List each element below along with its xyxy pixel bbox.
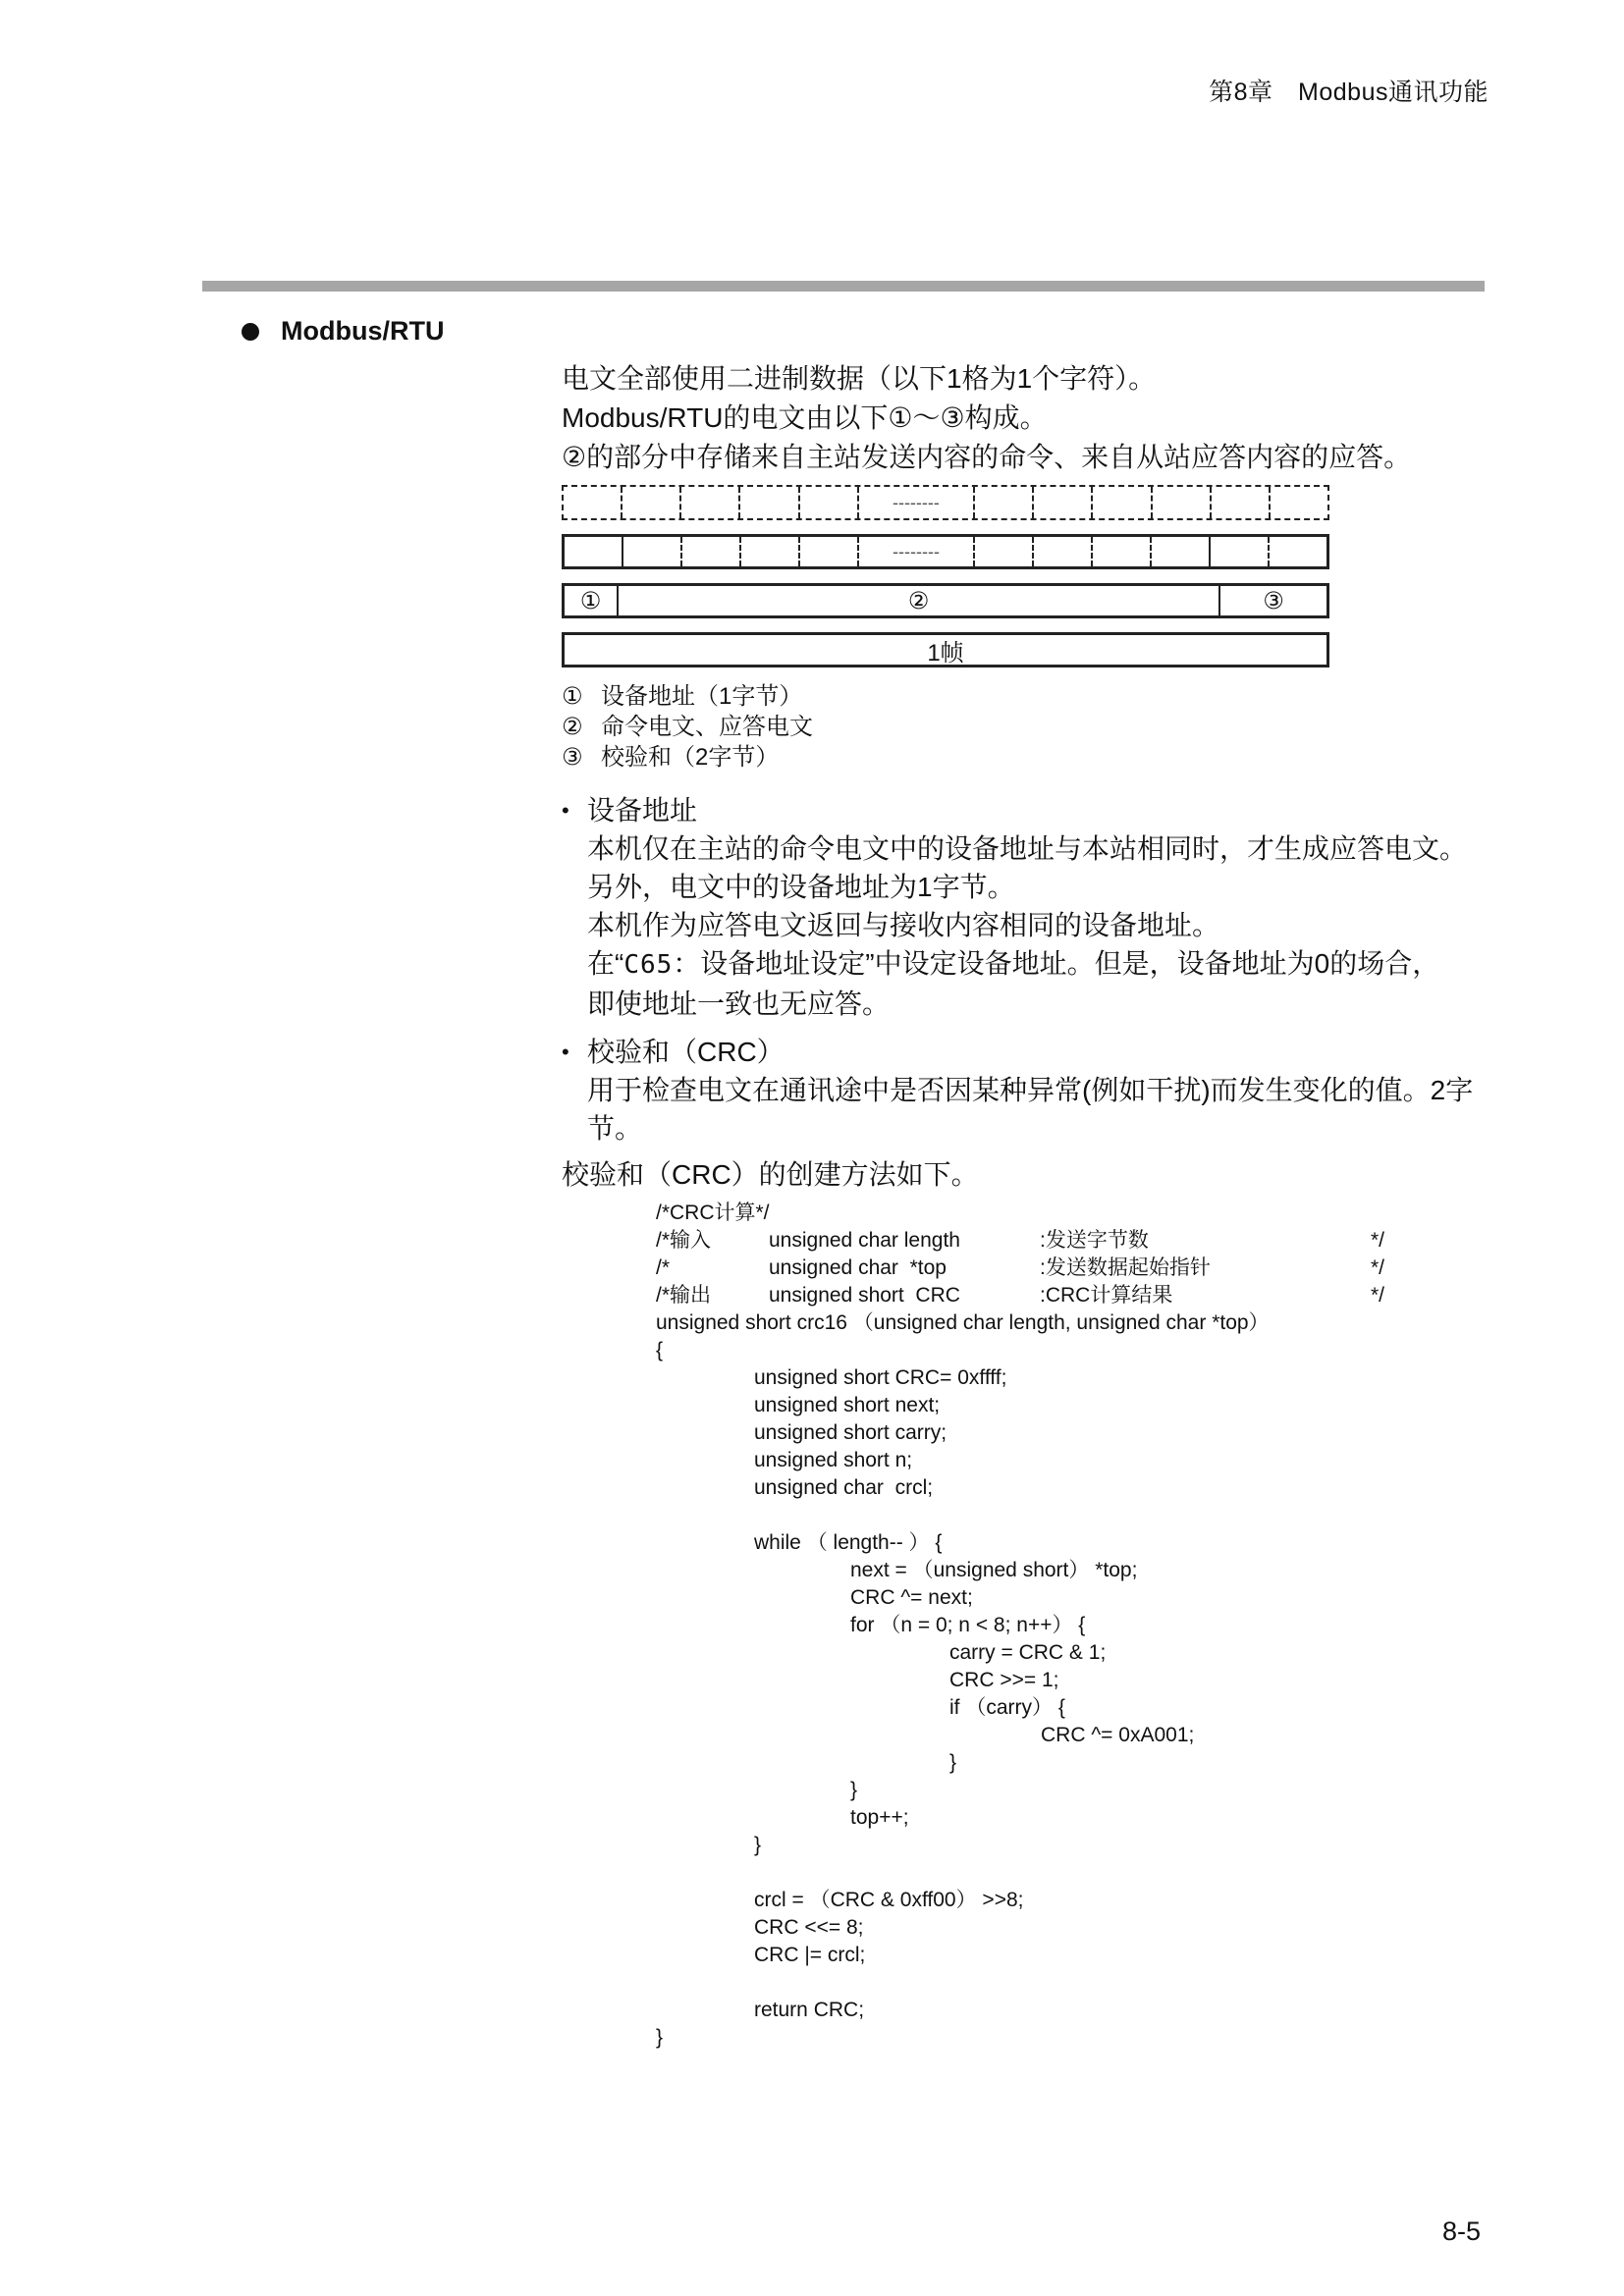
code-line: unsigned short next; xyxy=(754,1394,941,1416)
bullet-dot-icon xyxy=(242,323,259,341)
char-cell xyxy=(800,537,859,566)
char-cell xyxy=(623,487,681,518)
code-line: carry = CRC & 1; xyxy=(949,1641,1107,1664)
crc-code-listing xyxy=(656,1200,1384,2052)
char-cell xyxy=(1093,537,1152,566)
code-line: unsigned short carry; xyxy=(754,1421,947,1444)
char-cell xyxy=(740,487,799,518)
intro-text xyxy=(562,359,1411,477)
char-cell xyxy=(1211,537,1270,566)
char-cell xyxy=(1034,537,1093,566)
code-line: crcl = （CRC & 0xff00） >>8; xyxy=(754,1889,1024,1911)
char-cell xyxy=(565,537,623,566)
checksum-section xyxy=(562,1033,1500,1148)
code-line: /*输出 unsigned short CRC :CRC计算结果 */ xyxy=(656,1284,1385,1307)
char-cell xyxy=(975,537,1034,566)
char-cell xyxy=(1153,487,1212,518)
frame-diagram xyxy=(562,485,1329,681)
char-cell xyxy=(1271,487,1327,518)
code-blank xyxy=(656,1859,1384,1887)
code-line: next = （unsigned short） *top; xyxy=(850,1559,1138,1581)
char-cell xyxy=(1093,487,1152,518)
code-line: top++; xyxy=(850,1806,909,1829)
char-cell xyxy=(741,537,800,566)
intro-line: ②的部分中存储来自主站发送内容的命令、来自从站应答内容的应答。 xyxy=(562,442,1412,472)
char-cell xyxy=(1212,487,1271,518)
code-line: { xyxy=(656,1339,664,1362)
char-cell xyxy=(681,487,740,518)
code-line: } xyxy=(850,1779,858,1801)
code-line: unsigned char crcl; xyxy=(754,1476,934,1499)
part-3-label: ③ xyxy=(1263,587,1284,614)
header-rule xyxy=(202,281,1485,292)
parts-row xyxy=(562,583,1329,618)
code-line: CRC <<= 8; xyxy=(754,1916,864,1939)
code-line: CRC |= crcl; xyxy=(754,1944,866,1966)
intro-line: 电文全部使用二进制数据（以下1格为1个字符）。 xyxy=(562,363,1157,394)
char-cell xyxy=(800,487,859,518)
section-heading xyxy=(242,316,444,347)
bullet-icon: • xyxy=(562,1040,569,1064)
char-cell xyxy=(1152,537,1211,566)
code-line: for （n = 0; n < 8; n++） { xyxy=(850,1614,1086,1636)
code-line: CRC >>= 1; xyxy=(949,1669,1059,1691)
code-line: unsigned short crc16 （unsigned char length, unsigned char *top） xyxy=(656,1311,1270,1334)
paragraph-line: 节。 xyxy=(587,1113,643,1144)
code-line: } xyxy=(754,1834,762,1856)
char-row-dashed xyxy=(562,485,1329,520)
char-cell xyxy=(623,537,682,566)
intro-line: Modbus/RTU的电文由以下①～③构成。 xyxy=(562,402,1048,433)
code-line: while （ length-- ） { xyxy=(754,1531,943,1554)
char-row-solid xyxy=(562,534,1329,569)
paragraph-line: 另外，电文中的设备地址为1字节。 xyxy=(587,872,1015,902)
code-line: } xyxy=(949,1751,957,1774)
legend-item: ③ 校验和（2字节） xyxy=(562,744,780,771)
legend xyxy=(562,681,813,773)
bullet-icon: • xyxy=(562,798,569,823)
device-address-title: 设备地址 xyxy=(587,795,698,826)
ellipsis-cell: -------- xyxy=(859,537,975,566)
code-line: unsigned short n; xyxy=(754,1449,913,1471)
frame-row xyxy=(562,632,1329,667)
char-cell xyxy=(564,487,623,518)
code-line: } xyxy=(656,2026,664,2049)
code-blank xyxy=(656,1969,1384,1997)
paragraph-line: 在“C65：设备地址设定”中设定设备地址。但是，设备地址为0的场合， xyxy=(587,948,1440,980)
code-line: CRC ^= next; xyxy=(850,1586,973,1609)
parameter-code: C65 xyxy=(623,950,674,980)
code-line: if （carry） { xyxy=(949,1696,1065,1719)
crc-intro: 校验和（CRC）的创建方法如下。 xyxy=(562,1159,979,1190)
char-cell xyxy=(682,537,741,566)
legend-item: ① 设备地址（1字节） xyxy=(562,683,803,710)
code-line: return CRC; xyxy=(754,1999,865,2021)
checksum-title: 校验和（CRC） xyxy=(587,1037,785,1067)
code-line: /*CRC计算*/ xyxy=(656,1201,770,1224)
code-line: CRC ^= 0xA001; xyxy=(1041,1724,1195,1746)
page-number: 8-5 xyxy=(1441,2216,1481,2246)
paragraph-line: 本机仅在主站的命令电文中的设备地址与本站相同时，才生成应答电文。 xyxy=(587,833,1468,864)
paragraph-line: 本机作为应答电文返回与接收内容相同的设备地址。 xyxy=(587,910,1220,940)
frame-label: 1帧 xyxy=(927,639,964,667)
part-2-label: ② xyxy=(619,586,1220,615)
device-address-section xyxy=(562,791,1500,1023)
char-cell xyxy=(1270,537,1326,566)
paragraph-line: 用于检查电文在通讯途中是否因某种异常(例如干扰)而发生变化的值。2字 xyxy=(587,1075,1474,1105)
legend-item: ② 命令电文、应答电文 xyxy=(562,714,813,740)
code-line: /* unsigned char *top :发送数据起始指针 */ xyxy=(656,1256,1385,1279)
ellipsis-cell: -------- xyxy=(859,487,975,518)
paragraph-line: 即使地址一致也无应答。 xyxy=(587,988,891,1019)
code-blank xyxy=(656,1502,1384,1529)
code-line: /*输入 unsigned char length :发送字节数 */ xyxy=(656,1229,1385,1252)
section-title: Modbus/RTU xyxy=(281,316,445,346)
char-cell xyxy=(975,487,1034,518)
char-cell xyxy=(1034,487,1093,518)
code-line: unsigned short CRC= 0xffff; xyxy=(754,1366,1007,1389)
chapter-header: 第8章 Modbus通讯功能 xyxy=(1209,79,1489,106)
part-1-label: ① xyxy=(565,586,619,615)
